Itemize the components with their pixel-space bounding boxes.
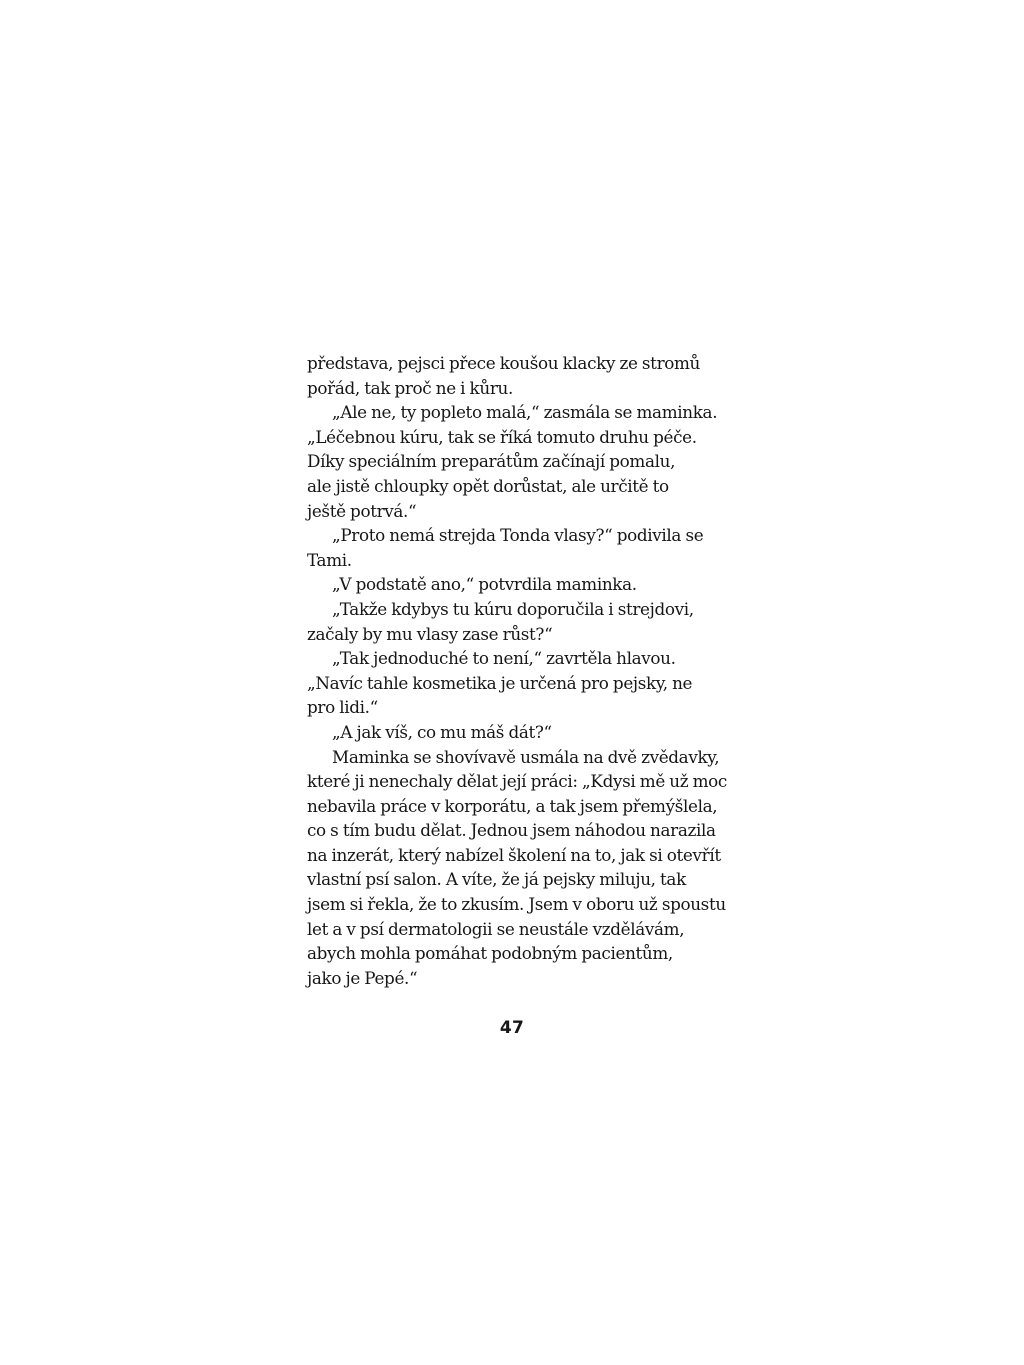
text-line: Tami. [307, 549, 352, 570]
text-line: „Léčebnou kúru, tak se říká tomuto druhu péče. [307, 426, 697, 447]
text-line: let a v psí dermatologii se neustále vzdělávám, [307, 918, 685, 939]
text-line: „Navíc tahle kosmetika je určená pro pejsky, ne [307, 672, 693, 693]
text-line: představa, pejsci přece koušou klacky ze stromů [307, 353, 701, 373]
text-line: začaly by mu vlasy zase růst?“ [307, 623, 553, 644]
text-line: které ji nenechaly dělat její práci: „Kdysi mě už moc [307, 771, 727, 792]
text-line: ještě potrvá.“ [307, 500, 417, 521]
page-number: 47 [499, 1018, 525, 1038]
text-line: abych mohla pomáhat podobným pacientům, [307, 943, 673, 964]
text-line: Díky speciálním preparátům začínají pomalu, [307, 451, 676, 472]
text-line: Maminka se shovívavě usmála na dvě zvědavky, [332, 746, 720, 767]
text-line: „Tak jednoduché to není,“ zavrtěla hlavou. [332, 648, 676, 669]
text-line: ale jistě chloupky opět dorůstat, ale určitě to [307, 475, 669, 496]
text-line: pořád, tak proč ne i kůru. [307, 377, 513, 398]
text-line: „V podstatě ano,“ potvrdila maminka. [332, 574, 637, 595]
text-line: „A jak víš, co mu máš dát?“ [332, 721, 552, 742]
text-line: nebavila práce v korporátu, a tak jsem přemýšlela, [307, 795, 718, 816]
text-line: na inzerát, který nabízel školení na to, jak si otevřít [307, 844, 721, 865]
text-line: „Proto nemá strejda Tonda vlasy?“ podivila se [332, 525, 704, 546]
text-line: „Takže kdybys tu kúru doporučila i strejdovi, [332, 598, 694, 619]
text-line: jako je Pepé.“ [307, 967, 418, 988]
text-line: jsem si řekla, že to zkusím. Jsem v oboru už spoustu [307, 894, 726, 915]
text-line: co s tím budu dělat. Jednou jsem náhodou narazila [307, 820, 716, 841]
text-line: vlastní psí salon. A víte, že já pejsky miluju, tak [307, 869, 686, 890]
text-line: pro lidi.“ [307, 697, 378, 718]
body-text [307, 351, 737, 990]
text-line: „Ale ne, ty popleto malá,“ zasmála se maminka. [332, 402, 718, 423]
